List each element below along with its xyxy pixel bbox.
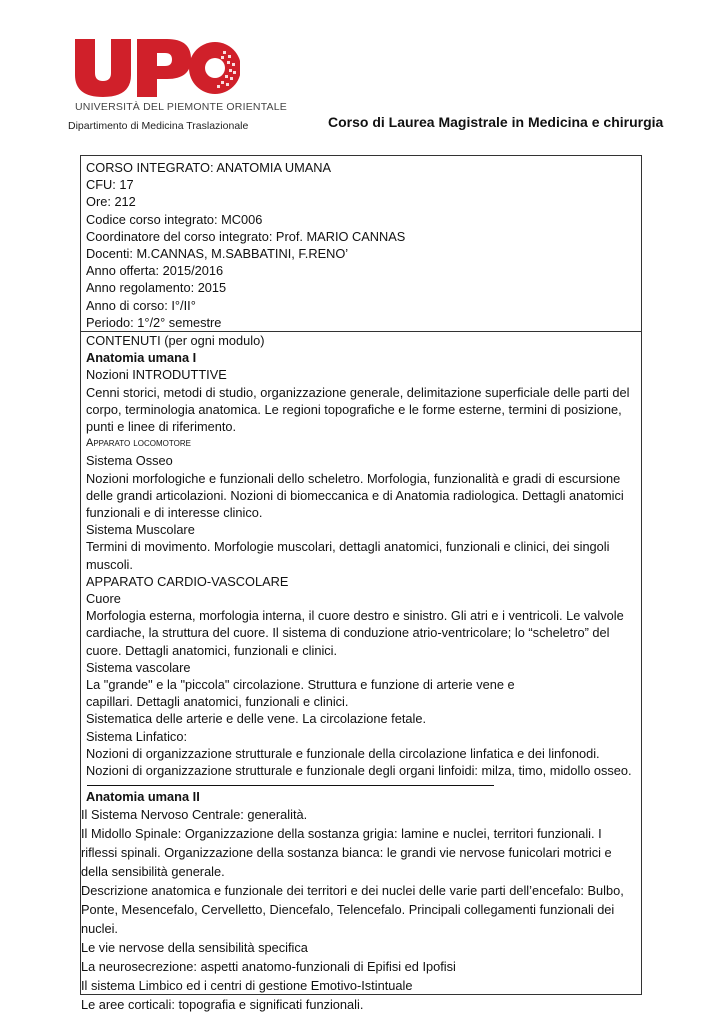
osseo-text: Nozioni morfologiche e funzionali dello scheletro. Morfologia, funzionalità e gradi di escursione delle grandi articolazioni. Nozioni di biomeccanica e di Anatomia radiologica. Dettagli anatomici funzionali e di interesse clinico. [86, 470, 624, 521]
course-info-table [80, 155, 642, 1013]
intro-heading: Nozioni INTRODUTTIVE [86, 367, 227, 383]
vascolare-line: Sistematica delle arterie e delle vene. La circolazione fetale. [86, 711, 427, 727]
contents-heading: CONTENUTI (per ogni modulo) [86, 333, 265, 348]
university-name: UNIVERSITÀ DEL PIEMONTE ORIENTALE [75, 101, 287, 113]
linfatico-text: Nozioni di organizzazione strutturale e funzionale della circolazione linfatica e dei linfonodi. Nozioni di organizzazione strutturale e funzionale degli organi linfoidi: milza, timo, midollo osseo. [86, 745, 632, 779]
module2-paragraph: Le aree corticali: topografia e significati funzionali. [81, 997, 364, 1013]
info-line: Anno di corso: I°/II° [86, 297, 196, 313]
info-line: Ore: 212 [86, 194, 136, 210]
vascolare-line: capillari. Dettagli anatomici, funzionali e clinici. [86, 694, 349, 710]
university-logo [75, 37, 287, 113]
info-line: CFU: 17 [86, 177, 134, 193]
info-line: CORSO INTEGRATO: ANATOMIA UMANA [86, 160, 332, 175]
vascolare-line: La "grande" e la "piccola" circolazione. Struttura e funzione di arterie vene e [86, 677, 515, 693]
muscolare-heading: Sistema Muscolare [86, 522, 195, 538]
cuore-heading: Cuore [86, 591, 121, 607]
cuore-text: Morfologia esterna, morfologia interna, il cuore destro e sinistro. Gli atri e i ventricoli. Le valvole cardiache, la struttura del cuore. Il sistema di conduzione atrio-ventricolare; lo “scheletro” del cuore. Dettagli anatomici, funzionali e clinici. [86, 608, 624, 658]
module1-title: Anatomia umana I [86, 350, 197, 366]
department-name: Dipartimento di Medicina Traslazionale [68, 120, 249, 132]
module2-paragraph: Descrizione anatomica e funzionale dei territori e dei nuclei delle varie parti dell’encefalo: Bulbo, Ponte, Mesencefalo, Cervelletto, Diencefalo, Telencefalo. Principali collegamenti funzionali dei nuclei. [81, 883, 624, 937]
cardio-heading: APPARATO CARDIO-VASCOLARE [86, 573, 289, 589]
section-divider [87, 785, 494, 786]
module2-paragraph: Il Midollo Spinale: Organizzazione della sostanza grigia: lamine e nuclei, territori funzionali. I riflessi spinali. Organizzazione della sostanza bianca: le grandi vie nervose funicolari motrici e della sensibilità generale. [81, 826, 612, 880]
info-line: Anno offerta: 2015/2016 [86, 263, 224, 279]
info-line: Anno regolamento: 2015 [86, 280, 227, 296]
intro-text: Cenni storici, metodi di studio, organizzazione generale, delimitazione superficiale delle parti del corpo, terminologia anatomica. Le regioni topografiche e le forme esterne, termini di posizione, punti e linee di riferimento. [86, 384, 630, 435]
contents-section [81, 332, 641, 1013]
info-line: Coordinatore del corso integrato: Prof. MARIO CANNAS [86, 228, 406, 244]
module2-paragraph: Il sistema Limbico ed i centri di gestione Emotivo-Istintuale [81, 978, 413, 994]
osseo-heading: Sistema Osseo [86, 453, 173, 469]
module2-paragraph: La neurosecrezione: aspetti anatomo-funzionali di Epifisi ed Ipofisi [81, 959, 456, 975]
module2-title: Anatomia umana II [86, 789, 200, 805]
module2-paragraph: Il Sistema Nervoso Centrale: generalità. [81, 807, 308, 823]
course-info-section [81, 156, 641, 332]
course-title: Corso di Laurea Magistrale in Medicina e chirurgia [328, 114, 664, 130]
vascolare-heading: Sistema vascolare [86, 659, 191, 675]
upo-logo-icon [75, 37, 240, 99]
loco-heading: Apparato locomotore [86, 437, 191, 450]
module2-paragraph: Le vie nervose della sensibilità specifica [81, 940, 308, 956]
info-line: Codice corso integrato: MC006 [86, 211, 263, 227]
muscolare-text: Termini di movimento. Morfologie muscolari, dettagli anatomici, funzionali e clinici, dei singoli muscoli. [86, 539, 610, 572]
info-line: Docenti: M.CANNAS, M.SABBATINI, F.RENO’ [86, 246, 349, 262]
linfatico-heading: Sistema Linfatico: [86, 728, 188, 744]
info-line: Periodo: 1°/2° semestre [86, 314, 222, 330]
